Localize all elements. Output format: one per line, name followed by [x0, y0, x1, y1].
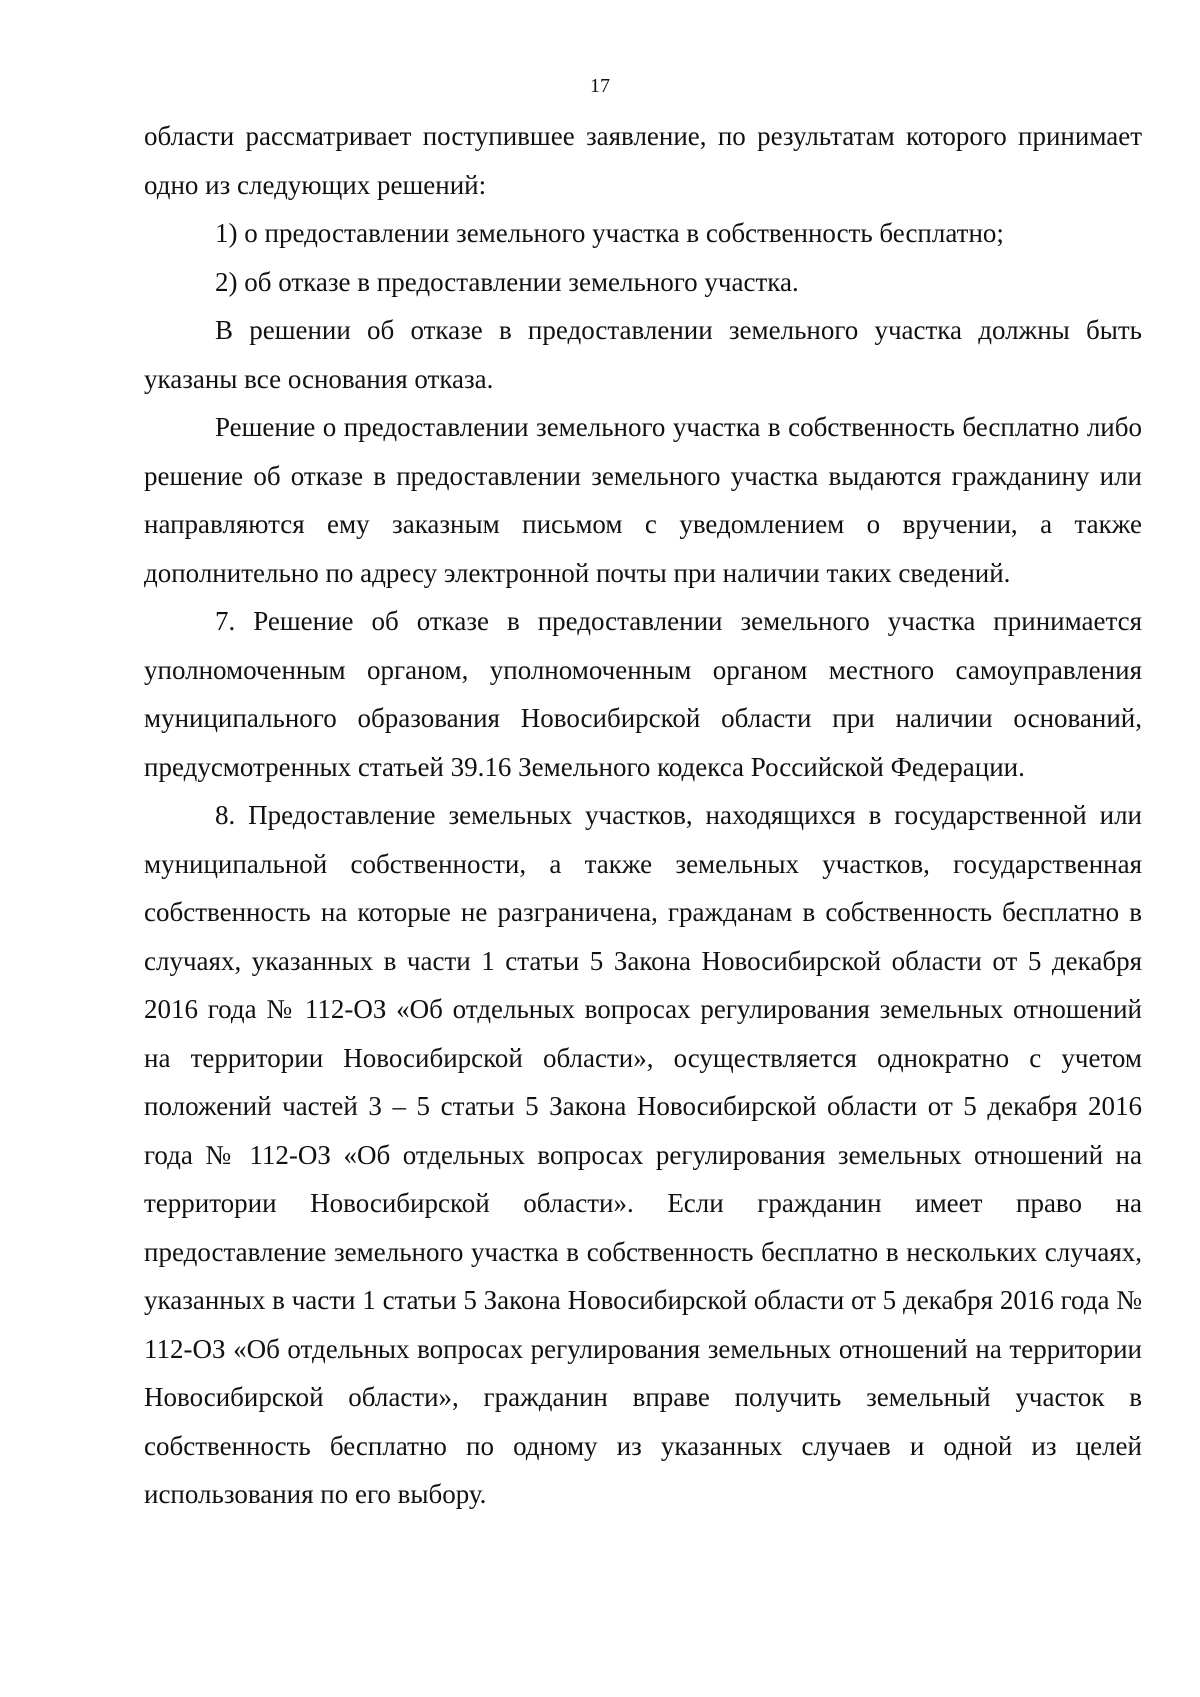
- list-item-refusal-decision: 2) об отказе в предоставлении земельного участка.: [215, 266, 799, 297]
- paragraph-continuation: области рассматривает поступившее заявление, по результатам которого принимает одно из следующих решений:: [144, 121, 1142, 200]
- list-item-grant-decision: 1) о предоставлении земельного участка в собственность бесплатно;: [215, 218, 1004, 248]
- page-number: 17: [590, 75, 610, 97]
- paragraph-clause-7: 7. Решение об отказе в предоставлении земельного участка принимается уполномоченным органом, уполномоченным органом местного самоуправления муниципального образования Новосибирской области при наличии оснований, предусмотренных статьей 39.16 Земельного кодекса Российской Федерации.: [144, 606, 1142, 782]
- paragraph-refusal-grounds: В решении об отказе в предоставлении земельного участка должны быть указаны все основания отказа.: [144, 315, 1142, 394]
- paragraph-clause-8: 8. Предоставление земельных участков, находящихся в государственной или муниципальной собственности, а также земельных участков, государственная собственность на которые не разграничена, гражданам в собственность бесплатно в случаях, указанных в части 1 статьи 5 Закона Новосибирской области от 5 декабря 2016 года № 112-ОЗ «Об отдельных вопросах регулирования земельных отношений на территории Новосибирской области», осуществляется однократно с учетом положений частей 3 – 5 статьи 5 Закона Новосибирской области от 5 декабря 2016 года № 112-ОЗ «Об отдельных вопросах регулирования земельных отношений на территории Новосибирской области». Если гражданин имеет право на предоставление земельного участка в собственность бесплатно в нескольких случаях, указанных в части 1 статьи 5 Закона Новосибирской области от 5 декабря 2016 года № 112-ОЗ «Об отдельных вопросах регулирования земельных отношений на территории Новосибирской области», гражданин вправе получить земельный участок в собственность бесплатно по одному из указанных случаев и одной из целей использования по его выбору.: [144, 800, 1142, 1509]
- document-body: [144, 112, 1142, 1519]
- paragraph-decision-delivery: Решение о предоставлении земельного участка в собственность бесплатно либо решение об отказе в предоставлении земельного участка выдаются гражданину или направляются ему заказным письмом с уведомлением о вручении, а также дополнительно по адресу электронной почты при наличии таких сведений.: [144, 412, 1142, 588]
